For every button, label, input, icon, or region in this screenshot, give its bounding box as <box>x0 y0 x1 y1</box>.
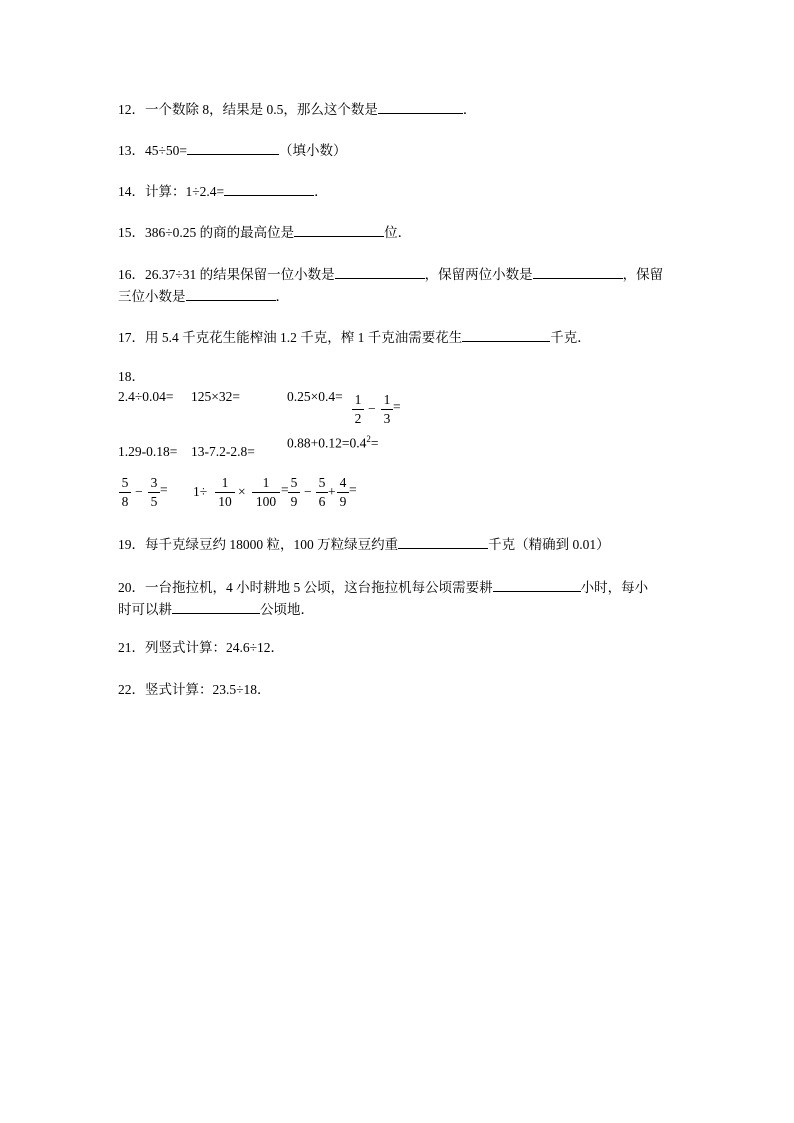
fraction <box>119 476 131 509</box>
expr-1: 2.4÷0.04= <box>118 389 174 404</box>
expr-6: 1.29-0.18= <box>118 444 178 459</box>
denominator: 8 <box>121 494 129 509</box>
fraction <box>148 476 160 509</box>
question-20-mid: 小时，每小 <box>580 580 649 595</box>
question-17-suffix: 千克． <box>550 330 591 345</box>
question-20-line-2 <box>118 599 314 619</box>
times-sign: × <box>238 484 246 499</box>
question-16-line-1 <box>118 264 663 284</box>
minus-sign: − <box>304 484 312 499</box>
denominator: 9 <box>339 494 347 509</box>
numerator: 1 <box>262 475 270 490</box>
exponent: 2 <box>366 434 371 444</box>
question-16-text: 16．26.37÷31 的结果保留一位小数是 <box>118 267 335 282</box>
fraction <box>288 476 300 509</box>
question-17 <box>118 327 591 347</box>
answer-blank[interactable] <box>186 286 276 301</box>
fraction <box>381 393 393 426</box>
numerator: 5 <box>290 475 298 490</box>
denominator: 10 <box>218 494 232 509</box>
question-16-mid: ，保留两位小数是 <box>424 267 533 282</box>
equals-sign: = <box>393 399 401 414</box>
question-12-text: 12．一个数除 8，结果是 0.5，那么这个数是 <box>118 102 378 117</box>
question-16-end: ，保留 <box>622 267 664 282</box>
answer-blank[interactable] <box>398 534 488 549</box>
numerator: 5 <box>318 475 326 490</box>
numerator: 5 <box>121 475 129 490</box>
question-22: 22．竖式计算：23.5÷18． <box>118 682 271 697</box>
expr-3: 0.25×0.4= <box>287 389 343 404</box>
fraction <box>352 393 364 426</box>
question-15-suffix: 位． <box>384 225 412 240</box>
question-19-suffix: 千克（精确到 0.01） <box>488 537 610 552</box>
fraction <box>252 476 280 509</box>
question-12-suffix: ． <box>462 102 477 117</box>
denominator: 5 <box>150 494 158 509</box>
fraction <box>215 476 235 509</box>
question-12 <box>118 99 476 119</box>
equals-sign: = <box>281 482 289 497</box>
answer-blank[interactable] <box>224 181 314 196</box>
question-18-label: 18． <box>118 369 145 384</box>
numerator: 3 <box>150 475 158 490</box>
question-20-line-1 <box>118 577 648 597</box>
question-13-suffix: （填小数） <box>279 143 347 158</box>
numerator: 1 <box>354 392 362 407</box>
expr-5-base: 0.88+0.12=0.4 <box>287 435 367 451</box>
expr-9-lead: 1÷ <box>193 484 208 499</box>
equals-sign: = <box>160 482 168 497</box>
answer-blank[interactable] <box>294 222 384 237</box>
question-20-line-2-suffix: 公顷地． <box>260 602 314 617</box>
answer-blank[interactable] <box>493 577 581 592</box>
denominator: 100 <box>255 494 277 509</box>
question-15 <box>118 222 411 242</box>
numerator: 4 <box>339 475 347 490</box>
question-17-text: 17．用 5.4 千克花生能榨油 1.2 千克，榨 1 千克油需要花生 <box>118 330 463 345</box>
question-16-line-2-text: 三位小数是 <box>118 289 186 304</box>
denominator: 6 <box>318 494 326 509</box>
question-13 <box>118 140 347 160</box>
answer-blank[interactable] <box>335 264 425 279</box>
expr-5 <box>287 431 378 452</box>
question-19 <box>118 534 610 554</box>
question-20-text: 20．一台拖拉机，4 小时耕地 5 公顷，这台拖拉机每公顷需要耕 <box>118 580 493 595</box>
minus-sign: − <box>368 401 376 416</box>
question-14-text: 14．计算：1÷2.4= <box>118 184 225 199</box>
plus-sign: + <box>328 484 336 499</box>
question-14 <box>118 181 328 201</box>
denominator: 9 <box>290 494 298 509</box>
question-16-line-2-suffix: ． <box>275 289 289 304</box>
numerator: 1 <box>383 392 391 407</box>
question-20-line-2-text: 时可以耕 <box>118 602 172 617</box>
answer-blank[interactable] <box>462 327 550 342</box>
fraction <box>337 476 349 509</box>
fraction <box>316 476 328 509</box>
question-14-suffix: ． <box>314 184 328 199</box>
expr-5-equals: = <box>370 435 379 451</box>
question-21: 21．列竖式计算：24.6÷12． <box>118 640 285 655</box>
question-15-text: 15．386÷0.25 的商的最高位是 <box>118 225 295 240</box>
answer-blank[interactable] <box>378 99 463 114</box>
answer-blank[interactable] <box>187 140 279 155</box>
expr-7: 13-7.2-2.8= <box>191 444 255 459</box>
equals-sign: = <box>349 482 357 497</box>
expr-2: 125×32= <box>191 389 240 404</box>
minus-sign: − <box>135 484 143 499</box>
answer-blank[interactable] <box>533 264 623 279</box>
answer-blank[interactable] <box>172 599 260 614</box>
question-13-text: 13．45÷50= <box>118 143 188 158</box>
question-19-text: 19．每千克绿豆约 18000 粒，100 万粒绿豆约重 <box>118 537 399 552</box>
denominator: 2 <box>354 411 362 426</box>
denominator: 3 <box>383 411 391 426</box>
numerator: 1 <box>221 475 229 490</box>
question-16-line-2 <box>118 286 289 306</box>
